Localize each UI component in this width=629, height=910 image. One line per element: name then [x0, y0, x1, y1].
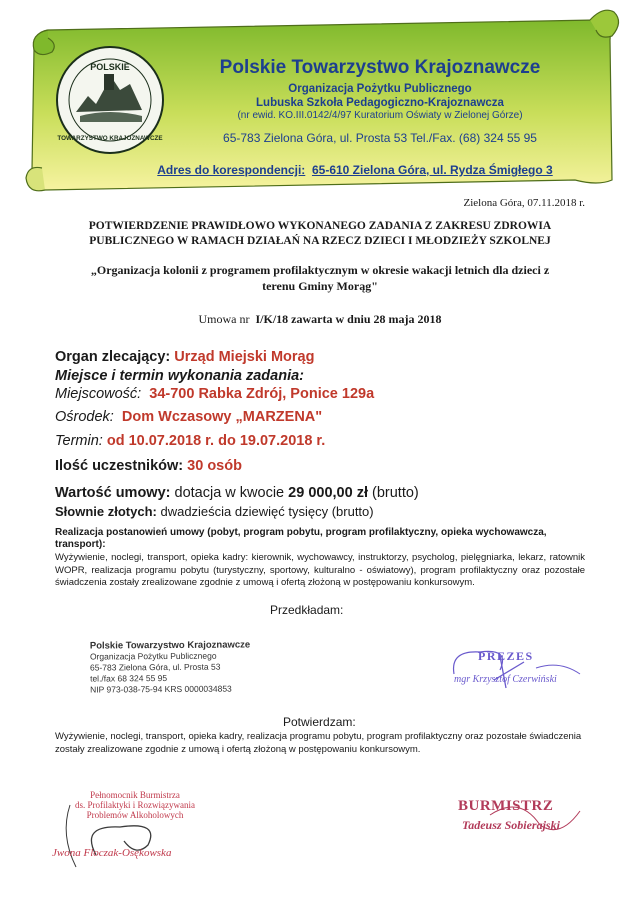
center-label: Ośrodek:	[55, 409, 114, 425]
pelnomocnik-line-2: ds. Profilaktyki i Rozwiązywania	[75, 800, 195, 810]
contract-value: I/K/18 zawarta w dniu 28 maja 2018	[255, 312, 442, 326]
subject-line-2: terenu Gminy Morąg"	[262, 279, 378, 293]
correspondence-address	[120, 163, 590, 177]
prezes-title: PREZES	[478, 649, 534, 663]
term-label: Termin:	[55, 433, 103, 449]
correspondence-label: Adres do korespondencji:	[157, 163, 306, 177]
heading-line-1: POTWIERDZENIE PRAWIDŁOWO WYKONANEGO ZADANIA Z ZAKRESU ZDROWIA	[88, 220, 552, 232]
pelnomocnik-name: Jwona Floczak-Osękowska	[52, 847, 172, 859]
organ-label: Organ zlecający:	[55, 349, 171, 365]
locality-field	[55, 386, 374, 402]
org-name: Polskie Towarzystwo Krajoznawcze	[219, 57, 541, 78]
realization-heading: Realizacja postanowień umowy (pobyt, program pobytu, program profilaktyczny, opieka wychowawcza, transport):	[55, 527, 547, 550]
correspondence-value: 65-610 Zielona Góra, ul. Rydza Śmigłego 3	[311, 163, 553, 177]
stamp-line-1: Polskie Towarzystwo Krajoznawcze	[89, 639, 251, 652]
subject-line-1: „Organizacja kolonii z programem profilaktycznym w okresie wakacji letnich dla dzieci z	[90, 263, 550, 277]
task-subject	[70, 262, 570, 294]
prezes-name: mgr Krzysztof Czerwiński	[454, 674, 557, 685]
term-field	[55, 433, 325, 449]
in-words-field	[55, 504, 374, 519]
heading-line-2: PUBLICZNEGO W RAMACH DZIAŁAŃ NA RZECZ DZIECI I MŁODZIEŻY SZKOLNEJ	[89, 235, 551, 247]
realization-text: Wyżywienie, noclegi, transport, opieka kadry: kierownik, wychowawcy, instruktorzy, psycholog, pielęgniarka, lekarz, ratownik WOPR, realizacja programu pobytu (turystyczny, sportowy, kulturalno - oświatowy), program profilaktyczny oraz pozostałe świadczenia zostały zrealizowane zgodnie z umową i ofertą złożoną w postępowaniu konkursowym.	[55, 552, 585, 588]
logo-text-top: POLSKIE	[90, 62, 130, 72]
participants-value: 30 osób	[187, 458, 242, 474]
participants-label: Ilość uczestników:	[55, 458, 184, 474]
contract-value-label: Wartość umowy:	[55, 485, 171, 501]
contract-value-amount: 29 000,00 zł	[288, 485, 368, 501]
contract-prefix: Umowa nr	[198, 312, 250, 326]
contract-value-pre: dotacja w kwocie	[174, 485, 285, 501]
locality-label: Miejscowość:	[55, 386, 142, 402]
stamp-line-2: Organizacja Pożytku Publicznego	[89, 650, 217, 662]
organ-value: Urząd Miejski Morąg	[174, 349, 315, 365]
place-term-heading	[55, 368, 304, 384]
burmistrz-title: BURMISTRZ	[458, 798, 554, 814]
center-value: Dom Wczasowy „MARZENA"	[121, 409, 323, 425]
locality-value: 34-700 Rabka Zdrój, Ponice 129a	[149, 386, 375, 402]
term-value: od 10.07.2018 r. do 19.07.2018 r.	[106, 433, 326, 449]
organization-stamp	[90, 639, 251, 695]
contract-line	[70, 312, 570, 327]
submit-label: Przedkładam:	[270, 603, 344, 617]
org-line-2: Lubuska Szkoła Pedagogiczno-Krajoznawcza	[256, 97, 504, 109]
contract-value-post: (brutto)	[372, 485, 419, 501]
place-term-label: Miejsce i termin wykonania zadania:	[55, 368, 304, 384]
document-heading	[70, 219, 570, 249]
org-registry: (nr ewid. KO.III.0142/4/97 Kuratorium Oświaty w Zielonej Górze)	[237, 110, 523, 121]
confirm-text: Wyżywienie, noclegi, transport, opieka kadry, realizacja programu pobytu, program profilaktyczny oraz pozostałe świadczenia zostały zrealizowane zgodnie z umową i ofertą złożoną w postępowaniu konkursowym.	[55, 731, 582, 755]
pelnomocnik-line-3: Problemów Alkoholowych	[86, 810, 184, 820]
org-line-1: Organizacja Pożytku Publicznego	[288, 83, 472, 95]
org-address: 65-783 Zielona Góra, ul. Prosta 53 Tel./Fax. (68) 324 55 95	[223, 131, 537, 145]
in-words-value: dwadzieścia dziewięć tysięcy (brutto)	[160, 504, 374, 519]
center-field	[55, 409, 322, 425]
burmistrz-name: Tadeusz Sobierajski	[462, 818, 560, 832]
prezes-signature-stamp	[440, 640, 600, 700]
stamp-line-4: tel./fax 68 324 55 95	[90, 673, 168, 684]
pelnomocnik-line-1: Pełnomocnik Burmistrza	[90, 790, 180, 800]
stamp-line-3: 65-783 Zielona Góra, ul. Prosta 53	[89, 661, 221, 673]
organ-field	[55, 349, 314, 365]
contract-value-field	[55, 485, 419, 501]
confirm-label: Potwierdzam:	[283, 715, 356, 729]
document-date: Zielona Góra, 07.11.2018 r.	[463, 197, 585, 209]
stamp-line-5: NIP 973-038-75-94 KRS 0000034853	[90, 683, 232, 695]
participants-field	[55, 458, 242, 474]
logo-text-bottom: TOWARZYSTWO KRAJOZNAWCZE	[57, 135, 163, 142]
pelnomocnik-stamp	[55, 790, 215, 820]
in-words-label: Słownie złotych:	[55, 504, 157, 519]
